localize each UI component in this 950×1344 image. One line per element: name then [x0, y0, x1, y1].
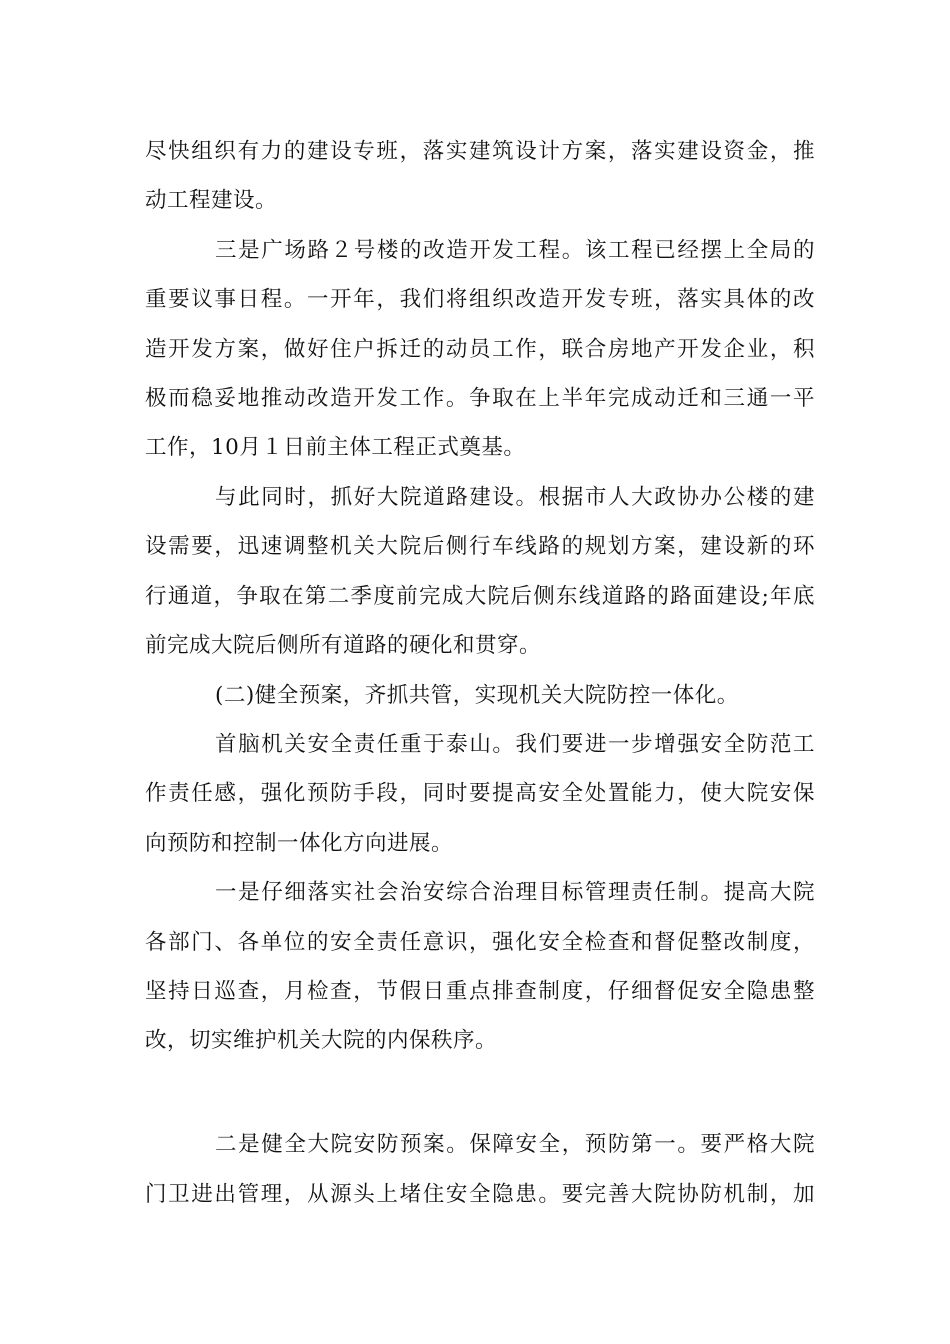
- text-line: 设需要，迅速调整机关大院后侧行车线路的规划方案，建设新的环: [145, 534, 815, 559]
- text-line: 动工程建设。: [145, 188, 278, 213]
- text-line: 行通道，争取在第二季度前完成大院后侧东线道路的路面建设;年底: [145, 584, 815, 609]
- section-heading: (二)健全预案，齐抓共管，实现机关大院防控一体化。: [215, 683, 739, 708]
- text-line: 工作，10月１日前主体工程正式奠基。: [145, 435, 526, 460]
- text-line: 极而稳妥地推动改造开发工作。争取在上半年完成动迁和三通一平: [145, 386, 815, 411]
- text-line: 向预防和控制一体化方向进展。: [145, 831, 454, 856]
- paragraph-first-line: 三是广场路２号楼的改造开发工程。该工程已经摆上全局的: [215, 238, 815, 263]
- paragraph-first-line: 一是仔细落实社会治安综合治理目标管理责任制。提高大院: [215, 880, 815, 905]
- text-line: 各部门、各单位的安全责任意识，强化安全检查和督促整改制度，: [145, 930, 815, 955]
- text-line: 尽快组织有力的建设专班，落实建筑设计方案，落实建设资金，推: [145, 139, 815, 164]
- text-line: 门卫进出管理，从源头上堵住安全隐患。要完善大院协防机制，加: [145, 1182, 815, 1207]
- text-line: 作责任感，强化预防手段，同时要提高安全处置能力，使大院安保: [145, 781, 815, 806]
- text-line: 造开发方案，做好住户拆迁的动员工作，联合房地产开发企业，积: [145, 337, 815, 362]
- text-line: 重要议事日程。一开年，我们将组织改造开发专班，落实具体的改: [145, 287, 815, 312]
- paragraph-first-line: 二是健全大院安防预案。保障安全，预防第一。要严格大院: [215, 1132, 815, 1157]
- paragraph-first-line: 与此同时，抓好大院道路建设。根据市人大政协办公楼的建: [215, 485, 815, 510]
- text-line: 改，切实维护机关大院的内保秩序。: [145, 1028, 498, 1053]
- text-line: 坚持日巡查，月检查，节假日重点排查制度，仔细督促安全隐患整: [145, 979, 815, 1004]
- paragraph-first-line: 首脑机关安全责任重于泰山。我们要进一步增强安全防范工: [215, 732, 815, 757]
- text-line: 前完成大院后侧所有道路的硬化和贯穿。: [145, 633, 542, 658]
